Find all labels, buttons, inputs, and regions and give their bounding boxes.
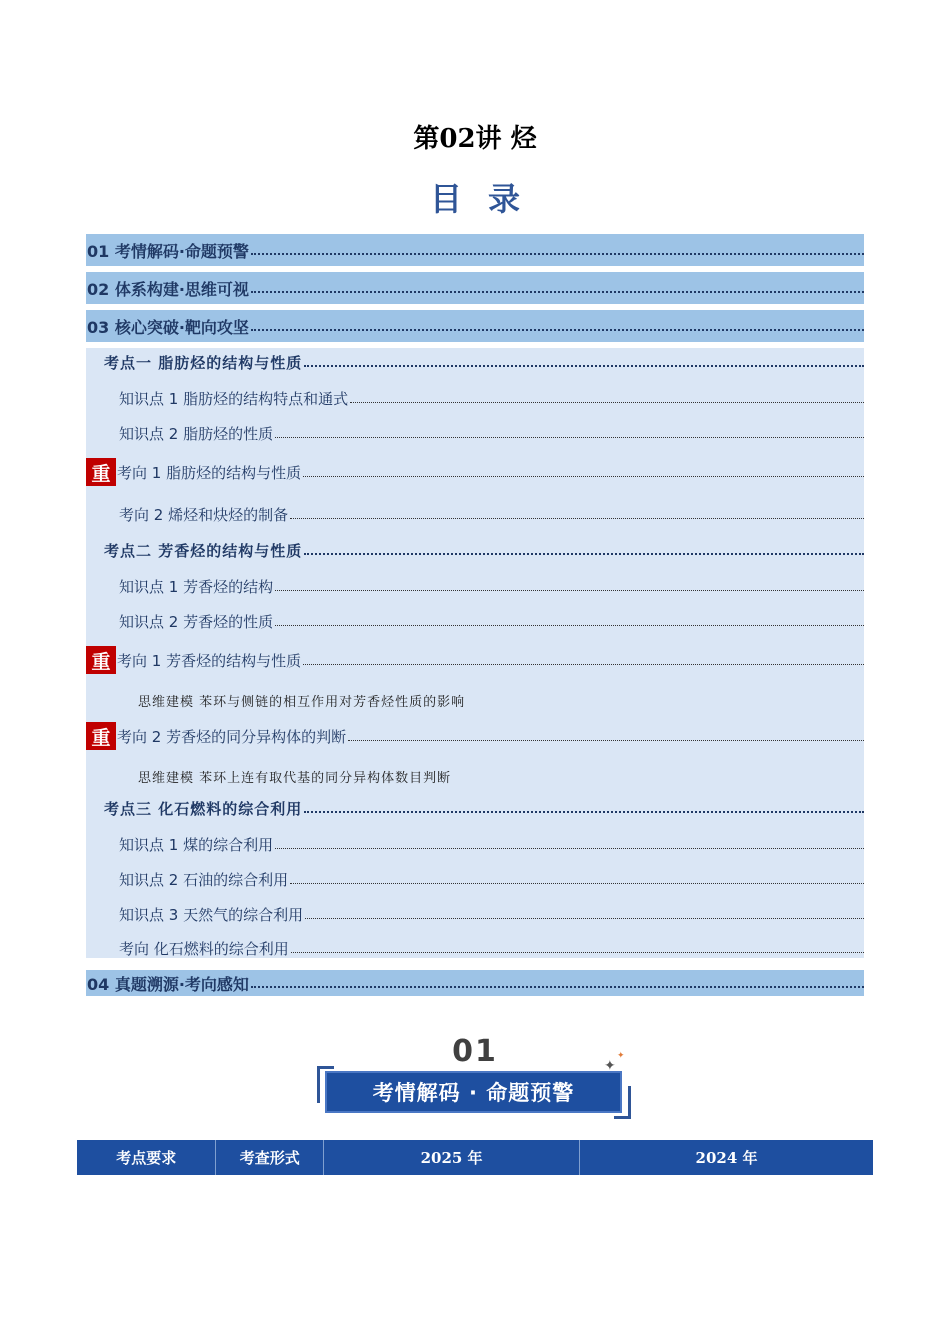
- toc-zhishidian-1-1[interactable]: [86, 386, 864, 410]
- dot-leader: [275, 625, 864, 626]
- dot-leader: [348, 740, 864, 741]
- dot-leader: [275, 848, 864, 849]
- toc-kaoxiang-3[interactable]: [86, 936, 864, 960]
- toc-entry-04[interactable]: [86, 970, 864, 996]
- toc-entry-label: 考向 2 芳香烃的同分异构体的判断: [117, 727, 347, 746]
- dot-leader: [251, 986, 864, 988]
- toc-kaoxiang-1-1[interactable]: [86, 457, 864, 487]
- toc-entry-label: 知识点 1 脂肪烃的结构特点和通式: [119, 389, 349, 408]
- dot-leader: [291, 952, 864, 953]
- table-header-cell: 2024 年: [695, 1149, 758, 1167]
- dot-leader: [304, 365, 864, 367]
- toc-siweijianmo-2[interactable]: [86, 764, 864, 788]
- dot-leader: [304, 811, 864, 813]
- dot-leader: [303, 476, 864, 477]
- dot-leader: [303, 664, 864, 665]
- dot-leader: [275, 437, 864, 438]
- dot-leader: [290, 518, 864, 519]
- section-banner: 考情解码 · 命题预警: [325, 1071, 622, 1113]
- key-point-badge: 重: [86, 646, 116, 674]
- toc-kaodian-1[interactable]: [86, 350, 864, 374]
- document-title: 第02讲 烃: [413, 124, 537, 154]
- toc-entry-01[interactable]: [86, 234, 864, 266]
- toc-entry-label: 思维建模 苯环与侧链的相互作用对芳香烃性质的影响: [138, 694, 466, 710]
- table-header-cell: 2025 年: [324, 1140, 580, 1175]
- toc-entry-label: 04 真题溯源·考向感知: [87, 974, 249, 994]
- toc-entry-label: 知识点 3 天然气的综合利用: [119, 905, 304, 924]
- sparkle-icon: ✦: [604, 1058, 616, 1074]
- toc-entry-label: 知识点 2 脂肪烃的性质: [119, 424, 274, 443]
- toc-kaoxiang-1-2[interactable]: [86, 502, 864, 526]
- dot-leader: [304, 553, 864, 555]
- toc-entry-label: 思维建模 苯环上连有取代基的同分异构体数目判断: [138, 770, 452, 786]
- toc-entry-label: 考向 2 烯烃和炔烃的制备: [119, 505, 289, 524]
- toc-entry-label: 考向 1 脂肪烃的结构与性质: [117, 463, 302, 482]
- toc-heading: 目录: [429, 180, 546, 218]
- key-point-badge: 重: [86, 722, 116, 750]
- toc-kaodian-3[interactable]: [86, 796, 864, 820]
- toc-entry-label: 知识点 1 芳香烃的结构: [119, 577, 274, 596]
- toc-sub-panel: [86, 348, 864, 958]
- dot-leader: [251, 253, 864, 255]
- toc-entry-label: 知识点 2 芳香烃的性质: [119, 612, 274, 631]
- toc-entry-label: 考点三 化石燃料的综合利用: [104, 799, 303, 818]
- toc-zhishidian-2-2[interactable]: [86, 609, 864, 633]
- toc-entry-label: 考点二 芳香烃的结构与性质: [104, 541, 303, 560]
- toc-entry-label: 知识点 1 煤的综合利用: [119, 835, 274, 854]
- toc-entry-03[interactable]: [86, 310, 864, 342]
- toc-entry-label: 考点一 脂肪烃的结构与性质: [104, 353, 303, 372]
- toc-zhishidian-3-3[interactable]: [86, 902, 864, 926]
- exam-table-header: [77, 1140, 873, 1175]
- toc-entry-label: 02 体系构建·思维可视: [87, 279, 249, 299]
- toc-entry-label: 考向 1 芳香烃的结构与性质: [117, 651, 302, 670]
- toc-zhishidian-3-2[interactable]: [86, 867, 864, 891]
- dot-leader: [350, 402, 864, 403]
- section-number: 01: [452, 1034, 498, 1069]
- key-point-badge: 重: [86, 458, 116, 486]
- sparkle-icon: ✦: [617, 1051, 625, 1061]
- table-header-cell: 考点要求: [77, 1140, 216, 1175]
- dot-leader: [305, 918, 864, 919]
- toc-kaodian-2[interactable]: [86, 538, 864, 562]
- toc-kaoxiang-2-2[interactable]: [86, 721, 864, 751]
- dot-leader: [290, 883, 864, 884]
- toc-zhishidian-1-2[interactable]: [86, 421, 864, 445]
- toc-zhishidian-2-1[interactable]: [86, 574, 864, 598]
- dot-leader: [251, 291, 864, 293]
- toc-entry-02[interactable]: [86, 272, 864, 304]
- dot-leader: [275, 590, 864, 591]
- table-header-cell: 考查形式: [216, 1140, 324, 1175]
- toc-entry-label: 考向 化石燃料的综合利用: [119, 939, 289, 958]
- toc-entry-label: 知识点 2 石油的综合利用: [119, 870, 289, 889]
- toc-siweijianmo-1[interactable]: [86, 688, 864, 712]
- toc-entry-label: 03 核心突破·靶向攻坚: [87, 317, 249, 337]
- dot-leader: [251, 329, 864, 331]
- toc-entry-label: 01 考情解码·命题预警: [87, 241, 249, 261]
- toc-zhishidian-3-1[interactable]: [86, 832, 864, 856]
- toc-kaoxiang-2-1[interactable]: [86, 645, 864, 675]
